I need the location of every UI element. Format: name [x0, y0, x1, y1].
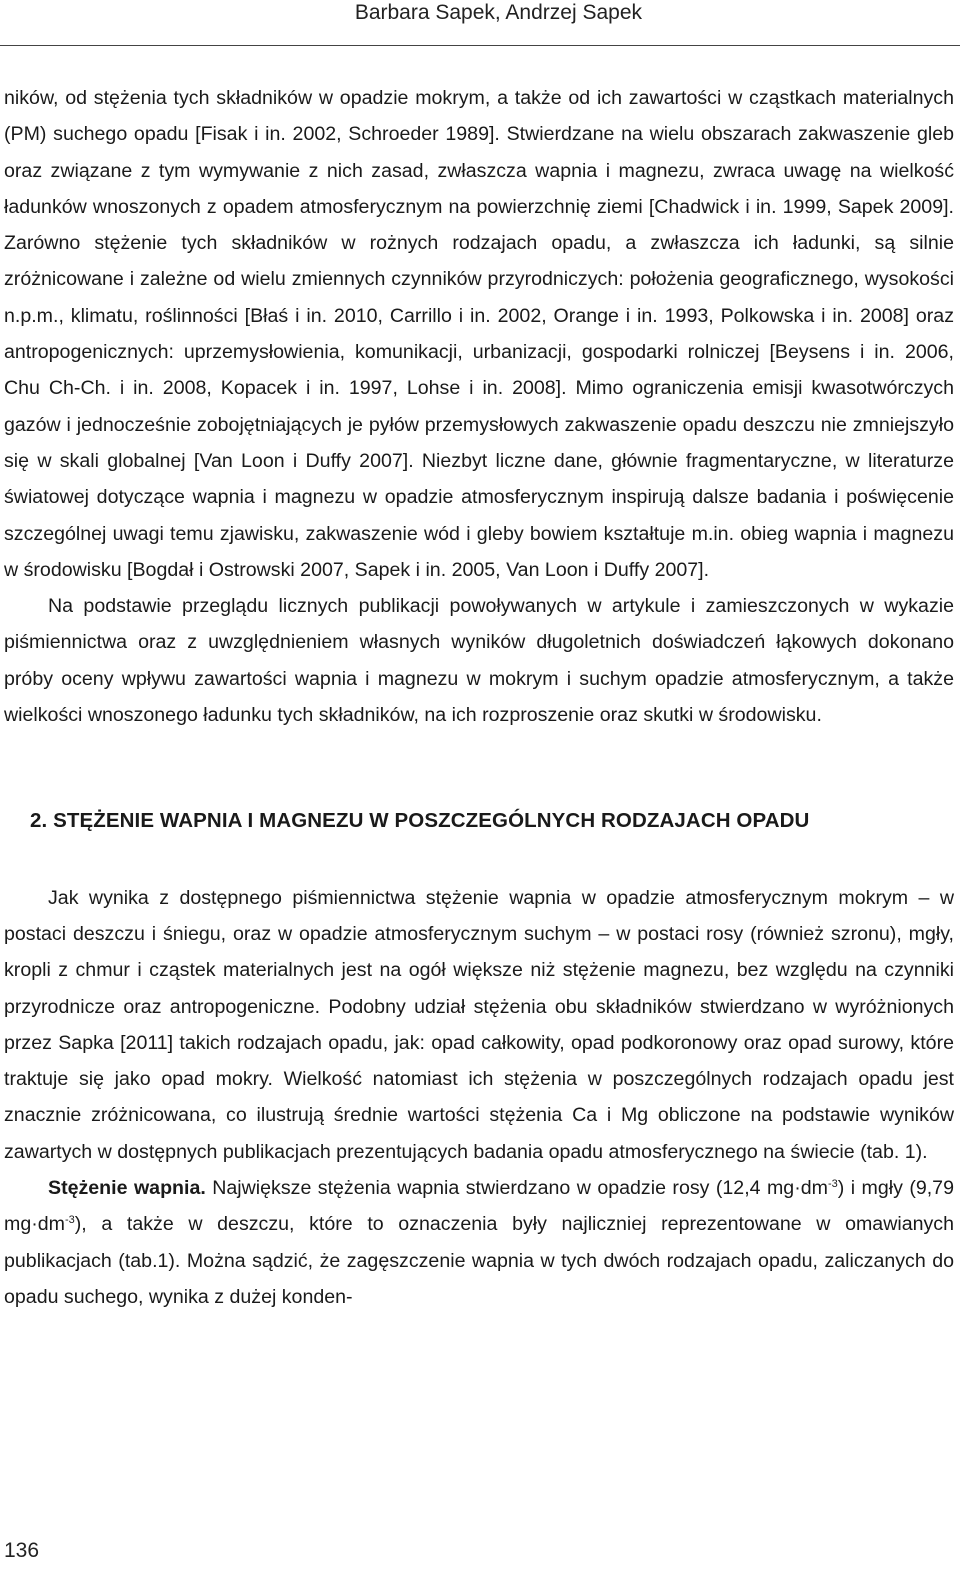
paragraph-continuation: ników, od stężenia tych składników w opadzie mokrym, a także od ich zawartości w cząstkach materialnych (PM) suchego opadu [Fisak i in. 2002, Schroeder 1989]. Stwierdzane na wielu obszarach zakwaszenie gleb oraz związane z tym wymywanie z nich zasad, zwłaszcza wapnia i magnezu, zwraca uwagę na wielkość ładunków wnoszonych z opadem atmosferycznym na powierzchnię ziemi [Chadwick i in. 1999, Sapek 2009]. Zarówno stężenie tych składników w rożnych rodzajach opadu, a zwłaszcza ich ładunki, są silnie zróżnicowane i zależne od wielu zmiennych czynników przyrodniczych: położenia geograficznego, wysokości n.p.m., klimatu, roślinności [Błaś i in. 2010, Carrillo i in. 2002, Orange i in. 1993, Polkowska i in. 2008] oraz antropogenicznych: uprzemysłowienia, komunikacji, urbanizacji, gospodarki rolniczej [Beysens i in. 2006, Chu Ch-Ch. i in. 2008, Kopacek i in. 1997, Lohse i in. 2008]. Mimo ograniczenia emisji kwasotwórczych gazów i jednocześnie zobojętniających je pyłów przemysłowych zakwaszenie opadu deszczu nie zmniejszyło się w skali globalnej [Van Loon i Duffy 2007]. Niezbyt liczne dane, głównie fragmentaryczne, w literaturze światowej dotyczące wapnia i magnezu w opadzie atmosferycznym inspirują dalsze badania i poświęcenie szczególnej uwagi temu zjawisku, zakwaszenie wód i gleby bowiem kształtuje m.in. obieg wapnia i magnezu w środowisku [Bogdał i Ostrowski 2007, Sapek i in. 2005, Van Loon i Duffy 2007]. [4, 87, 954, 581]
running-header-authors: Barbara Sapek, Andrzej Sapek [354, 1, 642, 24]
paragraph-calcium-magnesium-overview [4, 880, 954, 1170]
section-heading: 2. STĘŻENIE WAPNIA I MAGNEZU W POSZCZEGÓLNYCH RODZAJACH OPADU [30, 809, 810, 833]
text-segment: ) i mgły (9,79 mg·dm [4, 1177, 954, 1236]
superscript-exponent: -3 [827, 1178, 838, 1191]
paragraph-calcium-concentration [4, 1170, 954, 1315]
article-body [4, 80, 954, 1315]
text-segment: Największe stężenia wapnia stwierdzano w opadzie rosy (12,4 mg·dm [205, 1177, 828, 1200]
page-number: 136 [4, 1539, 40, 1562]
header-rule [0, 45, 960, 46]
run-in-heading: Stężenie wapnia. [48, 1177, 206, 1200]
text-segment: ), a także w deszczu, które to oznaczenia były najliczniej reprezentowane w omawianych publikacjach (tab.1). Można sądzić, że zagęszczenie wapnia w tych dwóch rodzajach opadu, zaliczanych do opadu suchego, wynika z dużej konden- [4, 1213, 954, 1308]
paragraph-text: Jak wynika z dostępnego piśmiennictwa stężenie wapnia w opadzie atmosferycznym mokrym – w postaci deszczu i śniegu, oraz w opadzie atmosferycznym suchym – w postaci rosy (również szronu), mgły, kropli z chmur i cząstek materialnych jest na ogół większe niż stężenie magnezu, bez względu na czynniki przyrodnicze oraz antropogeniczne. Podobny udział stężenia obu składników stwierdzano w wyróżnionych przez Sapka [2011] takich rodzajach opadu, jak: opad całkowity, opad podkoronowy oraz opad surowy, które traktuje się jako opad mokry. Wielkość natomiast ich stężenia w poszczególnych rodzajach opadu jest znacznie zróżnicowana, co ilustrują średnie wartości stężenia Ca i Mg obliczone na podstawie wyników zawartych w dostępnych publikacjach prezentujących badania opadu atmosferycznego na świecie (tab. 1). [4, 886, 954, 1163]
superscript-exponent: -3 [64, 1214, 75, 1227]
paragraph-scope: Na podstawie przeglądu licznych publikacji powoływanych w artykule i zamieszczonych w wykazie piśmiennictwa oraz z uwzględnieniem własnych wyników długoletnich doświadczeń łąkowych dokonano próby oceny wpływu zawartości wapnia i magnezu w mokrym i suchym opadzie atmosferycznym, a także wielkości wnoszonego ładunku tych składników, na ich rozproszenie oraz skutki w środowisku. [4, 595, 954, 727]
